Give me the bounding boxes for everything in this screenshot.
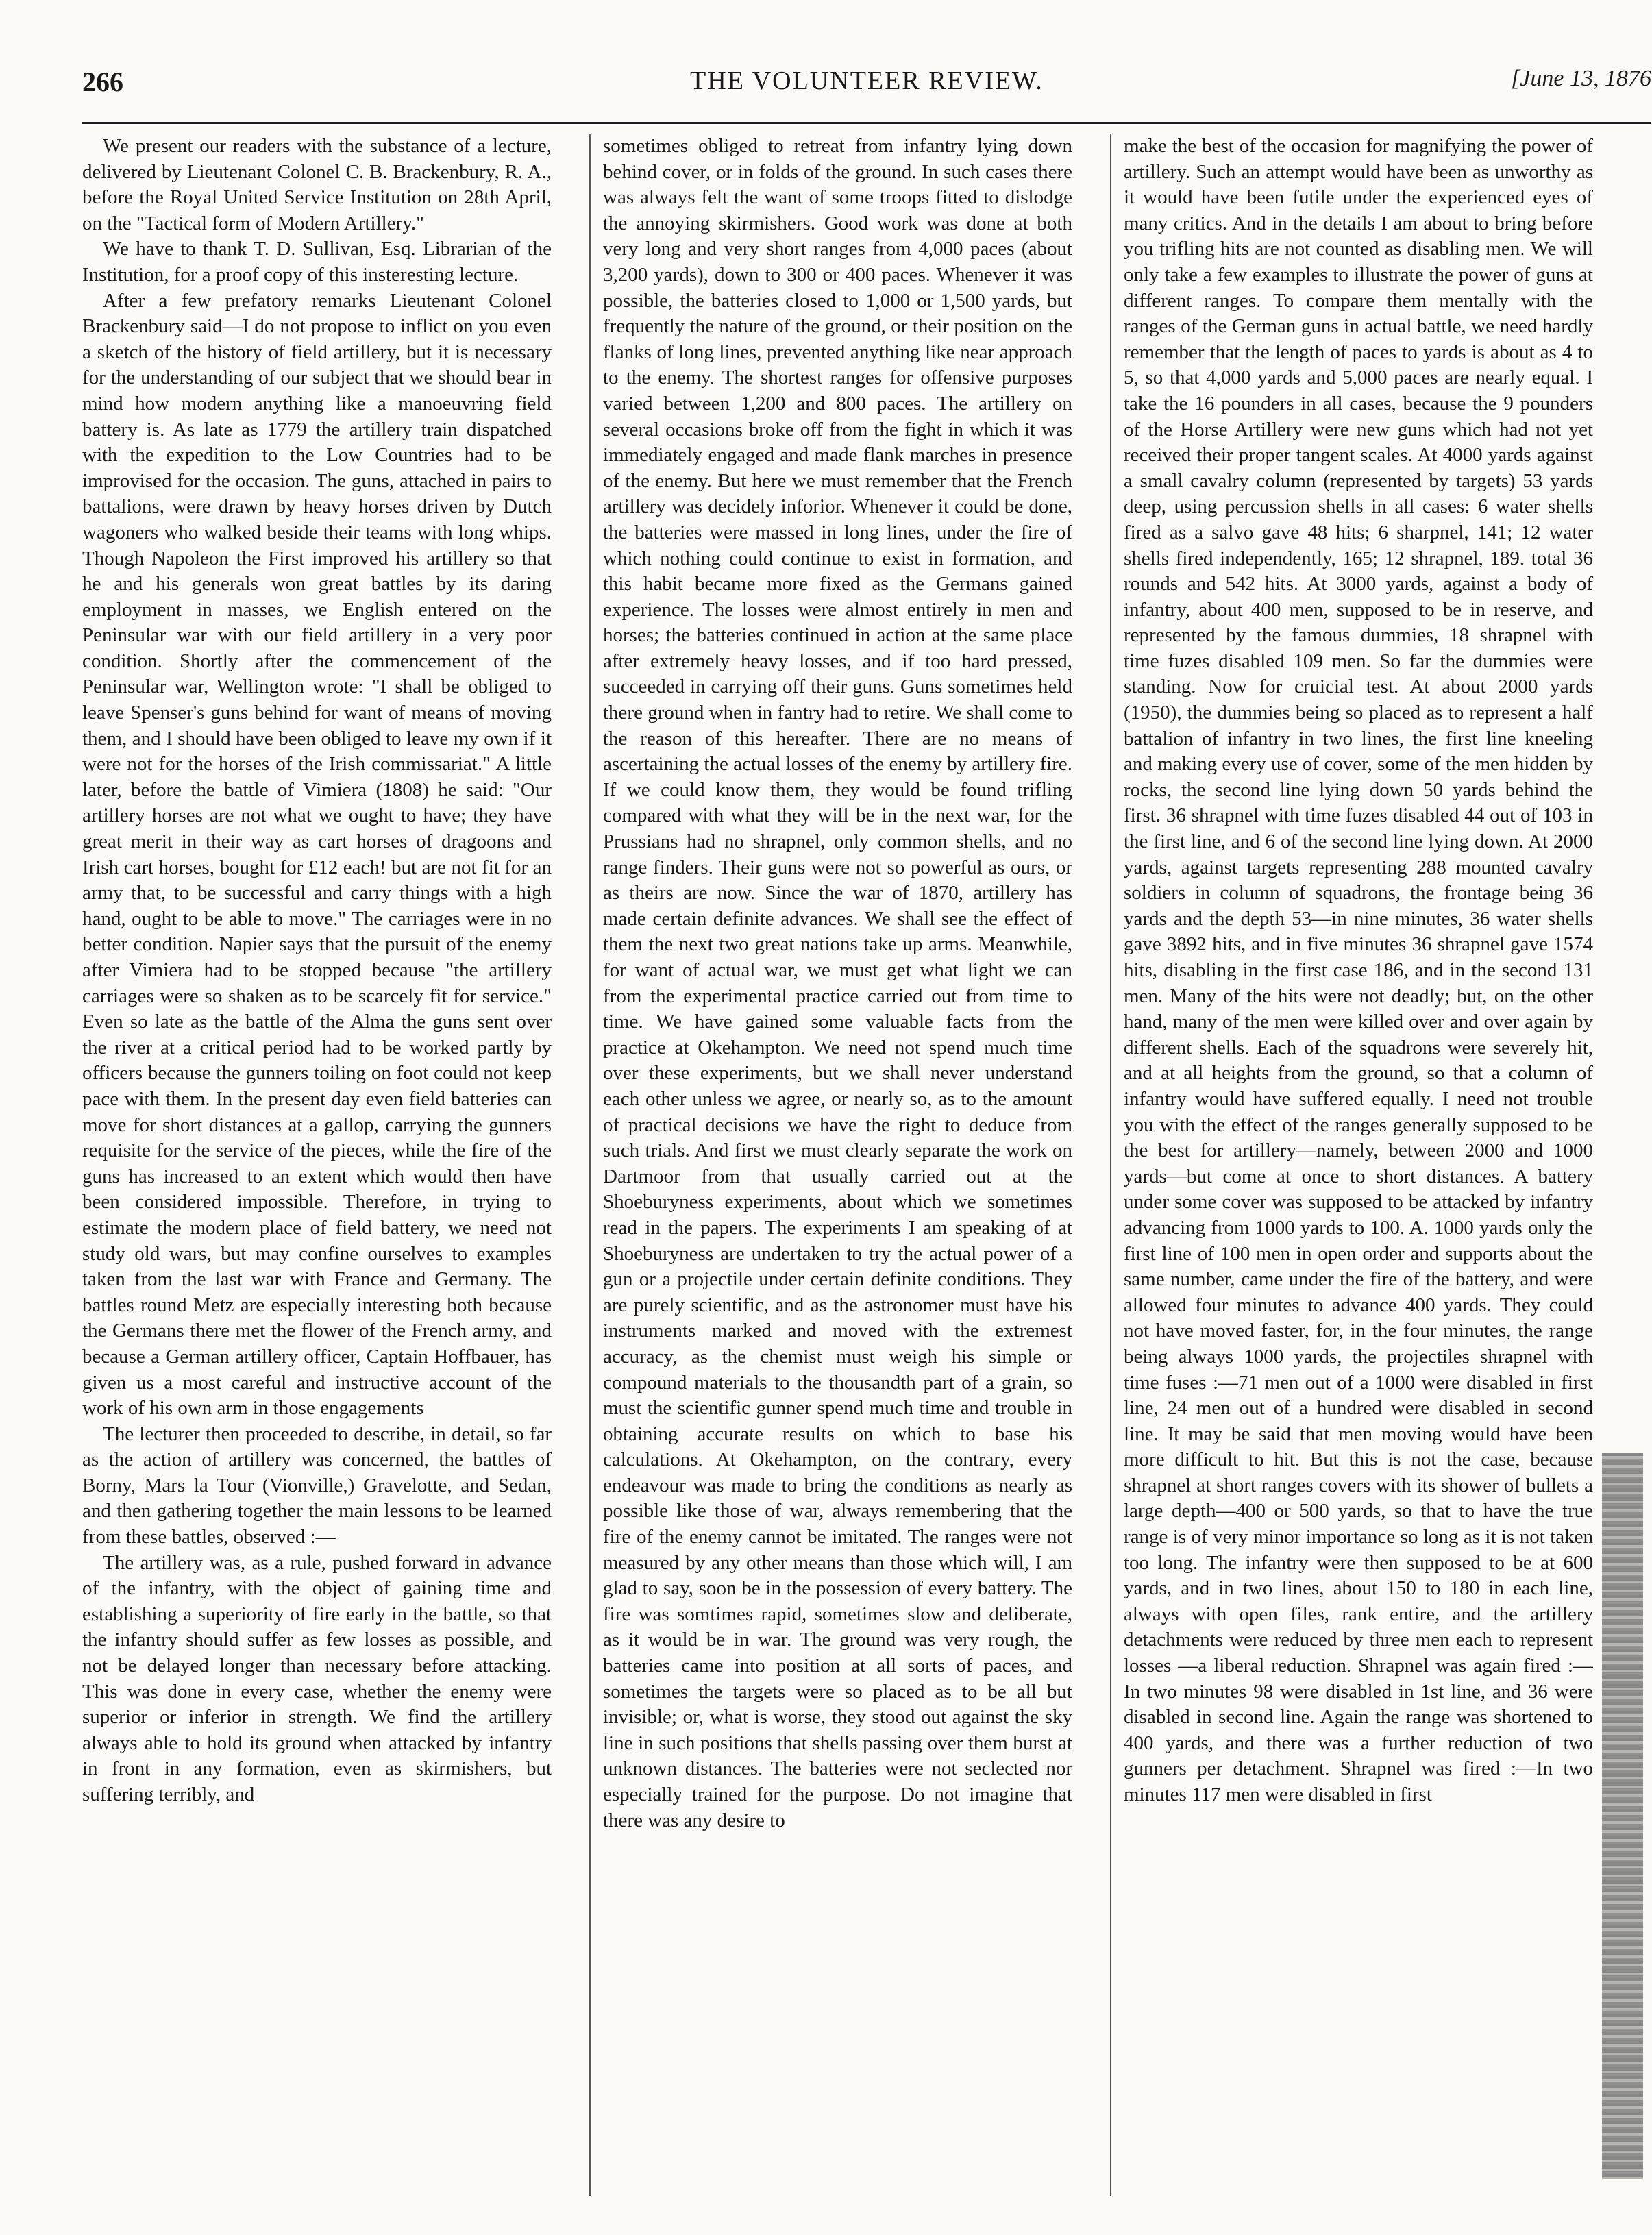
column-divider-2 [1110, 134, 1111, 2196]
column-divider-1 [589, 134, 591, 2196]
column-1-paragraph-2: We have to thank T. D. Sullivan, Esq. Librarian of the Institution, for a proof copy of this insteresting lecture. [82, 238, 552, 286]
column-1-paragraph-3: After a few prefatory remarks Lieutenant Colonel Brackenbury said—I do not propose to inflict on you even a sketch of the history of field artillery, but it is necessary for the understanding of our subject that we should bear in mind how modern anything like a manoeuvring field battery is. As late as 1779 the artillery train dispatched with the expedition to the Low Countries had to be improvised for the occasion. The guns, attached in pairs to battalions, were drawn by heavy horses driven by Dutch wagoners who walked beside their teams with long whips. Though Napoleon the First improved his artillery so that he and his generals won great battles by its daring employment in masses, we English entered on the Peninsular war with our field artillery in a very poor condition. Shortly after the commencement of the Peninsular war, Wellington wrote: "I shall be obliged to leave Spenser's guns behind for want of means of moving them, and I should have been obliged to leave my own if it were not for the horses of the Irish commissariat." A little later, before the battle of Vimiera (1808) he said: "Our artillery horses are not what we ought to have; they have great merit in their way as cart horses of dragoons and Irish cart horses, bought for £12 each! but are not fit for an army that, to be successful and carry things with a high hand, ought to be able to move." The carriages were in no better condition. Napier says that the pursuit of the enemy after Vimiera had to be stopped because "the artillery carriages were so shaken as to be scarcely fit for service." Even so late as the battle of the Alma the guns sent over the river at a critical period had to be worked partly by officers because the gunners toiling on foot could not keep pace with them. In the present day even field batteries can move for short distances at a gallop, carrying the gunners requisite for the service of the pieces, while the fire of the guns has increased to an extent which would then have been considered impossible. Therefore, in trying to estimate the modern place of field battery, we need not study old wars, but may confine ourselves to examples taken from the last war with France and Germany. The battles round Metz are especially interesting both because the Germans there met the flower of the French army, and because a German artillery officer, Captain Hoffbauer, has given us a most careful and instructive account of the work of his own arm in those engagements [82, 289, 552, 1420]
running-title: THE VOLUNTEER REVIEW. [690, 66, 1044, 95]
header-rule [82, 122, 1651, 124]
page-number: 266 [82, 66, 123, 97]
issue-date: [June 13, 1876 [1511, 66, 1651, 91]
page-header [82, 66, 1651, 108]
column-2-paragraph-1: sometimes obliged to retreat from infantry lying down behind cover, or in folds of the ground. In such cases there was always felt the want of some troops fitted to dislodge the annoying skirmishers. Good work was done at both very long and very short ranges from 4,000 paces (about 3,200 yards), down to 300 or 400 paces. Whenever it was possible, the batteries closed to 1,000 or 1,500 yards, but frequently the nature of the ground, or their position on the flanks of long lines, prevented anything like near approach to the enemy. The shortest ranges for offensive purposes varied between 1,200 and 800 paces. The artillery on several occasions broke off from the fight in which it was immediately engaged and made flank marches in presence of the enemy. But here we must remember that the French artillery was decidely inforior. Whenever it could be done, the batteries were massed in long lines, under the fire of which nothing could continue to exist in formation, and this habit became more fixed as the Germans gained experience. The losses were almost entirely in men and horses; the batteries continued in action at the same place after extremely heavy losses, and if too hard pressed, succeeded in carrying off their guns. Guns sometimes held there ground when in fantry had to retire. We shall come to the reason of this hereafter. There are no means of ascertaining the actual losses of the enemy by artillery fire. If we could know them, they would be found trifling compared with what they will be in the next war, for the Prussians had no shrapnel, only common shells, and no range finders. Their guns were not so powerful as ours, or as theirs are now. Since the war of 1870, artillery has made certain definite advances. We shall see the effect of them the next two great nations take up arms. Meanwhile, for want of actual war, we must get what light we can from the experimental practice carried out from time to time. We have gained some valuable facts from the practice at Okehampton. We need not spend much time over these experiments, but we shall never understand each other unless we agree, or nearly so, as to the amount of practical decisions we have the right to deduce from such trials. And first we must clearly separate the work on Dartmoor from that usually carried out at the Shoeburyness experiments, about which we sometimes read in the papers. The experiments I am speaking of at Shoeburyness are undertaken to try the actual power of a gun or a projectile under certain definite conditions. They are purely scientific, and as the astronomer must have his instruments marked and moved with the extremest accuracy, as the chemist must weigh his simple or compound materials to the thousandth part of a grain, so must the scientific gunner spend much time and trouble in obtaining accurate results on which to base his calculations. At Okehampton, on the contrary, every endeavour was made to bring the conditions as nearly as possible like those of war, always remembering that the fire of the enemy cannot be imitated. The ranges were not measured by any other means than those which will, I am glad to say, soon be in the possession of every battery. The fire was somtimes rapid, sometimes slow and deliberate, as it would be in war. The ground was very rough, the batteries came into position at all sorts of paces, and sometimes the targets were so placed as to be all but invisible; or, what is worse, they stood out against the sky line in such positions that shells passing over them burst at unknown distances. The batteries were not seclected nor especially trained for the purpose. Do not imagine that there was any desire to [603, 135, 1072, 1831]
scan-edge-artifact [1602, 1453, 1643, 2179]
column-2 [603, 134, 1072, 2203]
column-1-paragraph-5: The artillery was, as a rule, pushed forward in advance of the infantry, with the object of gaining time and establishing a superiority of fire early in the battle, so that the infantry should suffer as few losses as possible, and not be delayed longer than necessary before attacking. This was done in every case, whether the enemy were superior or inferior in strength. We find the artillery always able to hold its ground when attacked by infantry in front in any formation, even as skirmishers, but suffering terribly, and [82, 1551, 552, 1805]
column-1 [82, 134, 552, 2203]
column-1-paragraph-1: We present our readers with the substance of a lecture, delivered by Lieutenant Colonel C. B. Brackenbury, R. A., before the Royal United Service Institution on 28th April, on the "Tactical form of Modern Artillery." [82, 135, 552, 234]
column-3-paragraph-1: make the best of the occasion for magnifying the power of artillery. Such an attempt would have been as unworthy as it would have been futile under the experienced eyes of many critics. And in the details I am about to bring before you trifling hits are not counted as disabling men. We will only take a few examples to illustrate the power of guns at different ranges. To compare them mentally with the ranges of the German guns in actual battle, we need hardly remember that the length of paces to yards is about as 4 to 5, so that 4,000 yards and 5,000 paces are nearly equal. I take the 16 pounders in all cases, because the 9 pounders of the Horse Artillery were new guns which had not yet received their proper tangent scales. At 4000 yards against a small cavalry column (represented by targets) 53 yards deep, using percussion shells in all cases: 6 water shells fired as a salvo gave 48 hits; 6 sharpnel, 141; 12 water shells fired independently, 165; 12 shrapnel, 189. total 36 rounds and 542 hits. At 3000 yards, against a body of infantry, about 400 men, supposed to be in reserve, and represented by the famous dummies, 18 shrapnel with time fuzes disabled 109 men. So far the dummies were standing. Now for cruicial test. At about 2000 yards (1950), the dummies being so placed as to represent a half battalion of infantry in two lines, the first line kneeling and making every use of cover, some of the men hidden by rocks, the second line lying down 50 yards behind the first. 36 shrapnel with time fuzes disabled 44 out of 103 in the first line, and 6 of the second line lying down. At 2000 yards, against targets representing 288 mounted cavalry soldiers in column of squadrons, the frontage being 36 yards and the depth 53—in nine minutes, 36 water shells gave 3892 hits, and in five minutes 36 shrapnel gave 1574 hits, disabling in the first case 186, and in the second 131 men. Many of the hits were not deadly; but, on the other hand, many of the men were killed over and over again by different shells. Each of the squadrons were severely hit, and at all heights from the ground, so that a column of infantry would have suffered equally. I need not trouble you with the effect of the ranges generally supposed to be the best for artillery—namely, between 2000 and 1000 yards—but come at once to short distances. A battery under some cover was supposed to be attacked by infantry advancing from 1000 yards to 100. A. 1000 yards only the first line of 100 men in open order and supports about the same number, came under the fire of the battery, and were allowed four minutes to advance 400 yards. They could not have moved faster, for, in the four minutes, the range being always 1000 yards, the projectiles shrapnel with time fuses :—71 men out of a 1000 were disabled in first line, 24 men out of a hundred were disabled in second line. It may be said that men moving would have been more difficult to hit. But this is not the case, because shrapnel at short ranges covers with its shower of bullets a large depth—400 or 500 yards, so that to have the true range is of very minor importance so long as it is not taken too long. The infantry were then supposed to be at 600 yards, and in two lines, about 150 to 180 in each line, always with open files, rank entire, and the artillery detachments were reduced by three men each to represent losses —a liberal reduction. Shrapnel was again fired :—In two minutes 98 were disabled in 1st line, and 36 were disabled in second line. Again the range was shortened to 400 yards, and there was a further reduction of two gunners per detachment. Shrapnel was fired :—In two minutes 117 men were disabled in first [1124, 135, 1593, 1805]
column-1-paragraph-4: The lecturer then proceeded to describe, in detail, so far as the action of artillery was concerned, the battles of Borny, Mars la Tour (Vionville,) Gravelotte, and Sedan, and then gathering together the main lessons to be learned from these battles, observed :— [82, 1422, 552, 1548]
column-3 [1124, 134, 1593, 2203]
